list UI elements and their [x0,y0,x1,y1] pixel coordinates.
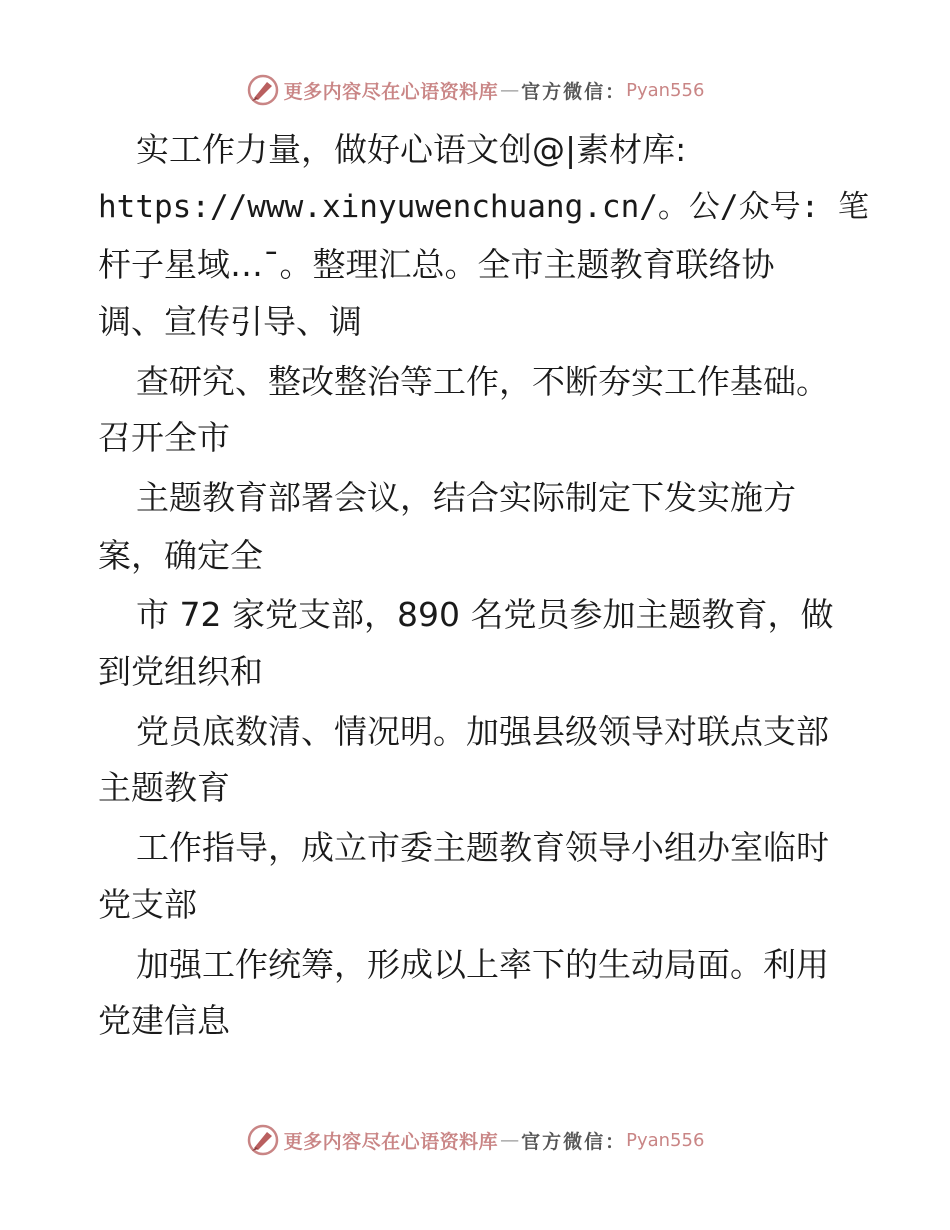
pen-nib-logo-icon [246,1123,280,1157]
text-line: 党员底数清、情况明。加强县级领导对联点支部 [136,712,829,751]
text-line: 召开全市 [98,418,230,457]
header-banner [0,70,950,110]
pen-nib-logo-icon [246,73,280,107]
text-line: 主题教育部署会议，结合实际制定下发实施方 [136,478,796,517]
text-line: 加强工作统筹，形成以上率下的生动局面。利用 [136,945,829,984]
separator-dash: — [500,1129,520,1151]
wechat-label: 官方微信： [521,1130,627,1153]
wechat-label: 官方微信： [521,80,627,103]
text-line: 主题教育 [98,768,230,807]
text-line: 案，确定全 [98,536,263,575]
text-line: 市 72 家党支部，890 名党员参加主题教育，做 [136,595,834,634]
text-line: 查研究、整改整治等工作，不断夯实工作基础。 [136,362,829,401]
text-line: 调、宣传引导、调 [98,302,362,341]
footer-banner [0,1120,950,1160]
text-line: 党支部 [98,885,197,924]
site-name-text: 更多内容尽在心语资料库 [283,80,499,103]
text-line: 工作指导，成立市委主题教育领导小组办室临时 [136,828,829,867]
text-line: 到党组织和 [98,652,263,691]
wechat-id: Pyan556 [626,79,705,101]
separator-dash: — [500,79,520,101]
text-line: https://www.xinyuwenchuang.cn/。公/众号: 笔 [98,189,869,225]
site-name-text: 更多内容尽在心语资料库 [283,1130,499,1153]
text-line: 实工作力量，做好心语文创@|素材库: [136,130,687,169]
wechat-id: Pyan556 [626,1129,705,1151]
text-line: 党建信息 [98,1001,230,1040]
text-line: 杆子星域…¯。整理汇总。全市主题教育联络协 [98,245,775,284]
